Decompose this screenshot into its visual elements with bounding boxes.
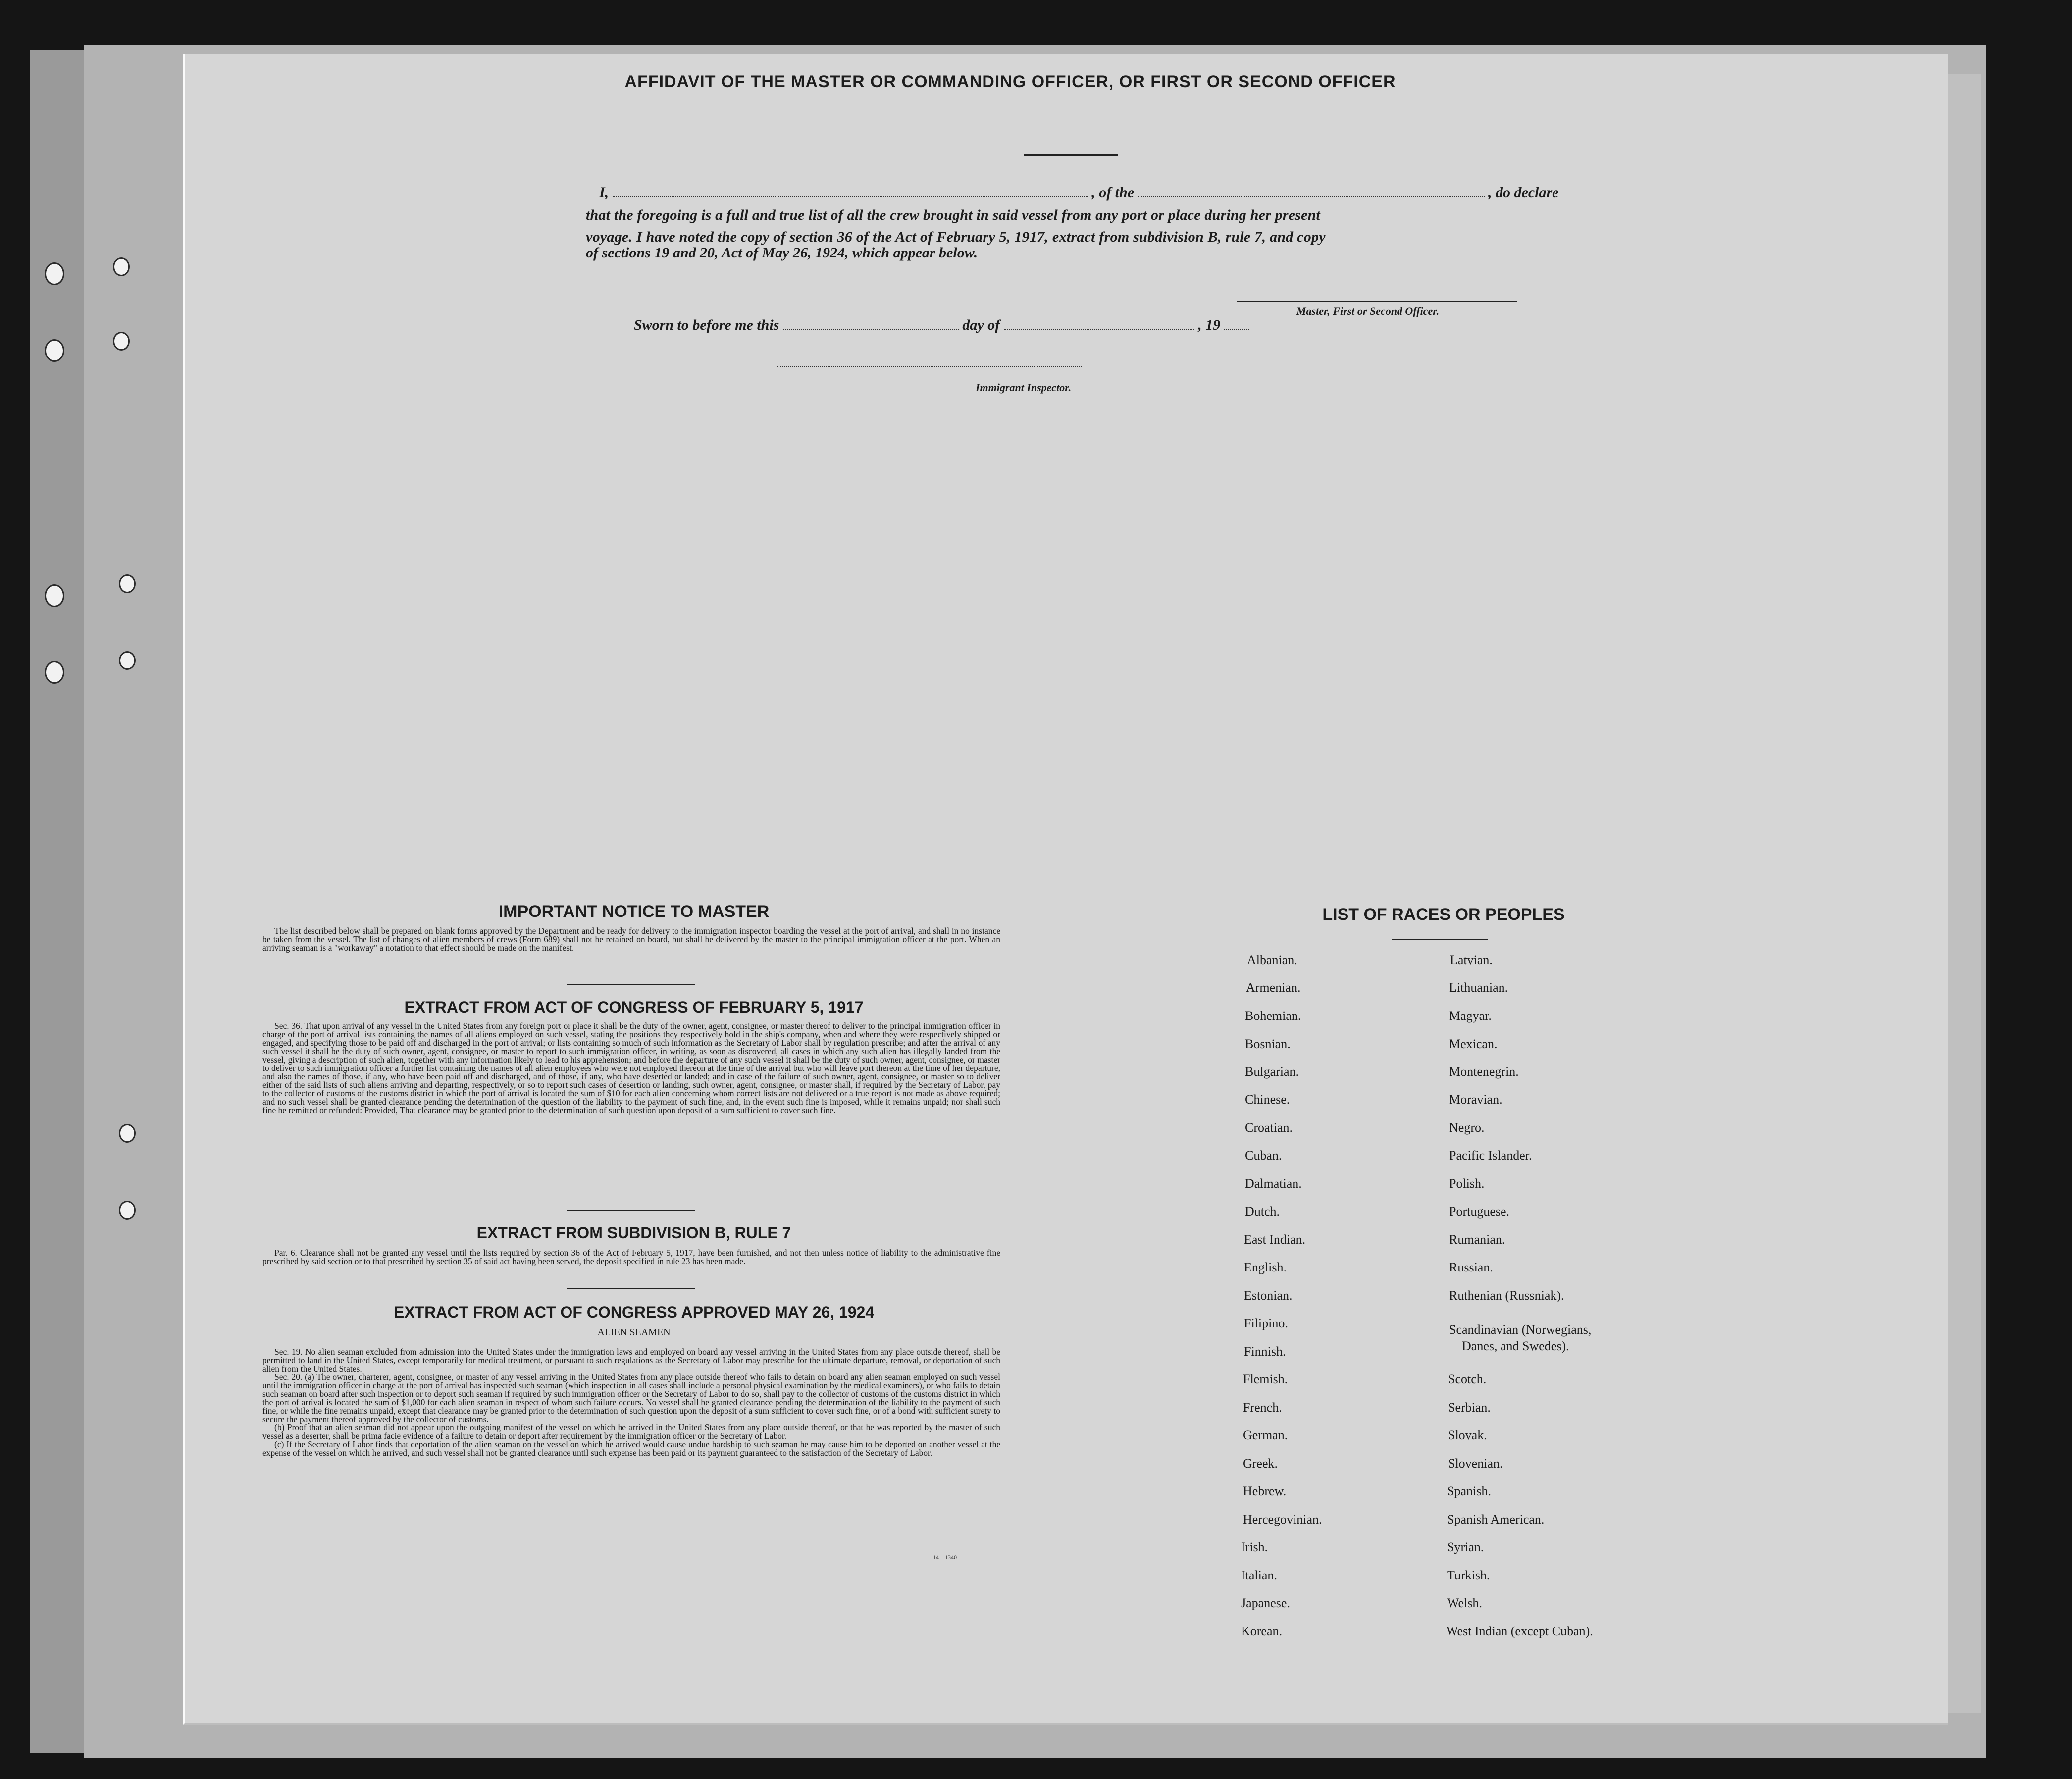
punch-hole <box>45 584 64 607</box>
race-item: Slovenian. <box>1448 1456 1503 1471</box>
race-item: Moravian. <box>1449 1092 1502 1107</box>
race-item: Spanish. <box>1447 1484 1491 1498</box>
section-20a-paragraph: Sec. 20. (a) The owner, charterer, agent, consignee, or master of any vessel arriving in the United States from any place outside thereof who fails to detain on board any alien seaman employed on such vessel until the immigration officer in charge at the port of arrival has inspected such seaman (which inspection in all cases shall include a personal physical examination by the medical examiners), or who fails to detain such seaman on board after such inspection or to deport such seaman if required by such immigration officer or the Secretary of Labor to do so, shall pay to the collector of customs of the customs district in which the port of arrival is located the sum of $1,000 for each alien seaman in respect of whom such failure occurs. No vessel shall be granted clearance pending the determination of the liability to the payment of such fine, or while the fine remains unpaid, except that clearance may be granted prior to the determination of such question upon the deposit of a sum sufficient to cover such fine, or of a bond with sufficient surety to secure the payment thereof approved by the collector of customs. <box>262 1372 1000 1424</box>
race-item: Bohemian. <box>1245 1009 1301 1023</box>
sworn-month-blank[interactable] <box>1004 327 1194 330</box>
section-rule <box>567 1288 695 1289</box>
punch-hole <box>113 332 130 351</box>
race-item: Slovak. <box>1448 1428 1487 1442</box>
race-item: Ruthenian (Russniak). <box>1449 1288 1564 1303</box>
race-item: French. <box>1243 1400 1282 1415</box>
race-item: Magyar. <box>1449 1009 1492 1023</box>
race-item: English. <box>1244 1260 1287 1274</box>
punch-hole <box>45 262 64 285</box>
extract-1924-text <box>262 1348 1000 1457</box>
master-signature-label: Master, First or Second Officer. <box>1296 305 1440 317</box>
race-item: Italian. <box>1241 1568 1277 1582</box>
punch-hole <box>45 661 64 684</box>
race-item: Montenegrin. <box>1449 1065 1519 1079</box>
races-title: LIST OF RACES OR PEOPLES <box>1322 905 1565 924</box>
section-19-paragraph: Sec. 19. No alien seaman excluded from admission into the United States under the immigration laws and employed on board any vessel arriving in the United States from any place outside thereof, shall be permitted to land in the United States, except temporarily for medical treatment, or pursuant to such regulations as the Secretary of Labor may prescribe for the ultimate departure, removal, or deportation of such alien from the United States. <box>262 1347 1000 1373</box>
master-signature-line[interactable] <box>1237 301 1517 302</box>
affidavit-i: I, <box>599 184 609 201</box>
race-item: Lithuanian. <box>1449 980 1508 995</box>
race-item: Armenian. <box>1246 980 1301 995</box>
vessel-blank[interactable] <box>1138 194 1485 197</box>
extract-1924-title: EXTRACT FROM ACT OF CONGRESS APPROVED MAY 26, 1924 <box>393 1303 875 1321</box>
race-item: Portuguese. <box>1449 1204 1510 1219</box>
rule-7-title: EXTRACT FROM SUBDIVISION B, RULE 7 <box>476 1224 791 1242</box>
race-item: Hercegovinian. <box>1243 1512 1322 1526</box>
punch-hole <box>113 257 130 276</box>
race-item: German. <box>1243 1428 1288 1442</box>
affidavit-line-4: of sections 19 and 20, Act of May 26, 1924, which appear below. <box>586 245 978 261</box>
race-item: Scotch. <box>1448 1372 1487 1386</box>
race-item: Dalmatian. <box>1245 1176 1302 1191</box>
race-item: Greek. <box>1243 1456 1278 1471</box>
extract-1917-title: EXTRACT FROM ACT OF CONGRESS OF FEBRUARY 5, 1917 <box>404 998 864 1016</box>
race-item: Bulgarian. <box>1245 1065 1299 1079</box>
punch-hole <box>45 339 64 362</box>
affidavit-line-2: that the foregoing is a full and true list of all the crew brought in said vessel from any port or place during her present <box>586 207 1321 223</box>
race-item: Negro. <box>1449 1120 1485 1135</box>
inspector-label: Immigrant Inspector. <box>976 381 1072 394</box>
sworn-text: Sworn to before me this <box>634 317 779 333</box>
race-item: Finnish. <box>1244 1344 1286 1359</box>
sworn-year-blank[interactable] <box>1224 327 1249 330</box>
title-rule <box>1024 154 1118 156</box>
race-item: Rumanian. <box>1449 1232 1505 1247</box>
form-page <box>183 54 1948 1725</box>
race-item: Hebrew. <box>1243 1484 1287 1498</box>
par-6-paragraph: Par. 6. Clearance shall not be granted any vessel until the lists required by section 36 of the Act of February 5, 1917, have been furnished, and not then unless notice of liability to the administrative fine prescribed by said section or to that prescribed by section 35 of said act having been served, the deposit specified in rule 23 has been made. <box>262 1248 1000 1266</box>
race-item: Russian. <box>1449 1260 1493 1274</box>
sworn-line <box>634 317 1249 334</box>
punch-hole <box>119 651 136 670</box>
race-item: Filipino. <box>1244 1316 1288 1330</box>
race-item: East Indian. <box>1244 1232 1306 1247</box>
alien-seamen-subtitle: ALIEN SEAMEN <box>597 1327 671 1338</box>
sworn-year: , 19 <box>1198 317 1221 333</box>
race-item: Danes, and Swedes). <box>1462 1339 1569 1353</box>
sworn-day-of: day of <box>962 317 1000 333</box>
race-item: West Indian (except Cuban). <box>1446 1624 1593 1638</box>
section-rule <box>567 1210 695 1211</box>
notice-paragraph: The list described below shall be prepared on blank forms approved by the Department and be ready for delivery to the immigration inspector boarding the vessel at the port of arrival, and shall in no instance be taken from the vessel. The list of changes of alien members of crews (Form 689) shall not be retained on board, but shall be delivered by the master to the principal immigration officer at the port. When an arriving seaman is a "workaway" a notation to that effect should be made on the manifest. <box>262 926 1000 953</box>
affidavit-declare: , do declare <box>1488 184 1559 201</box>
race-item: Irish. <box>1241 1540 1268 1554</box>
race-item: Croatian. <box>1245 1120 1293 1135</box>
name-blank[interactable] <box>613 194 1088 197</box>
race-item: Mexican. <box>1449 1037 1498 1051</box>
section-rule <box>567 984 695 985</box>
race-item: Chinese. <box>1245 1092 1290 1107</box>
punch-hole <box>119 574 136 593</box>
race-item: Japanese. <box>1241 1596 1290 1610</box>
race-item: Bosnian. <box>1245 1037 1291 1051</box>
race-item: Polish. <box>1449 1176 1485 1191</box>
section-20b-paragraph: (b) Proof that an alien seaman did not appear upon the outgoing manifest of the vessel on which he arrived in the United States from any place outside thereof, or that he was reported by the master of such vessel as a deserter, shall be prima facie evidence of a failure to detain or deport after requirement by the immigration officer or the Secretary of Labor. <box>262 1423 1000 1441</box>
affidavit-line-1 <box>599 184 1558 201</box>
rule-7-text <box>262 1249 1000 1266</box>
race-item: Pacific Islander. <box>1449 1148 1532 1163</box>
affidavit-line-3: voyage. I have noted the copy of section 36 of the Act of February 5, 1917, extract from subdivision B, rule 7, and copy <box>586 229 1326 245</box>
race-item: Welsh. <box>1447 1596 1482 1610</box>
inspector-signature-line[interactable] <box>777 366 1082 367</box>
notice-title: IMPORTANT NOTICE TO MASTER <box>498 902 770 921</box>
punch-hole <box>119 1201 136 1220</box>
affidavit-of-the: , of the <box>1091 184 1135 201</box>
race-item: Latvian. <box>1450 953 1493 967</box>
extract-1917-text <box>262 1022 1000 1115</box>
race-item: Dutch. <box>1245 1204 1280 1219</box>
race-item: Turkish. <box>1447 1568 1490 1582</box>
section-36-paragraph: Sec. 36. That upon arrival of any vessel in the United States from any foreign port or place it shall be the duty of the owner, agent, consignee, or master thereof to deliver to the principal immigration officer in charge of the port of arrival lists containing the names of all aliens employed on such vessel, stating the positions they respectively hold in the ship's company, when and where they were respectively shipped or engaged, and specifying those to be paid off and discharged in the port of arrival; or lists containing so much of such information as the Secretary of Labor shall by regulation prescribe; and after the arrival of any such vessel it shall be the duty of such owner, agent, consignee, or master to report to such immigration officer, in writing, as soon as discovered, all cases in which any such alien has illegally landed from the vessel, giving a description of such alien, together with any information likely to lead to his apprehension; and before the departure of any such vessel it shall be the duty of such owner, agent, consignee, or master to deliver to such immigration officer a further list containing the names of all alien employees who were not employed thereon at the time of the arrival but who will leave port thereon at the time of her departure, and also the names of those, if any, who have been paid off and discharged, and of those, if any, who have deserted or landed; and in case of the failure of such owner, agent, consignee, or master so to deliver either of the said lists of such aliens arriving and departing, respectively, or so to report such cases of desertion or landing, such owner, agent, consignee, or master shall, if required by the Secretary of Labor, pay to the collector of customs of the customs district in which the port of arrival is located the sum of $10 for each alien concerning whom correct lists are not delivered or a true report is not made as above required; and no such vessel shall be granted clearance pending the determination of the question of the liability to the payment of such fine, and, in the event such fine is imposed, while it remains unpaid; nor shall such fine be remitted or refunded: Provided, That clearance may be granted prior to the determination of such question upon deposit of a sum sufficient to cover such fine. <box>262 1021 1000 1115</box>
race-item: Syrian. <box>1447 1540 1484 1554</box>
race-item: Flemish. <box>1243 1372 1288 1386</box>
race-item: Scandinavian (Norwegians, <box>1449 1322 1592 1337</box>
sworn-day-blank[interactable] <box>783 327 959 330</box>
section-20c-paragraph: (c) If the Secretary of Labor finds that deportation of the alien seaman on the vessel on which he arrived would cause undue hardship to such seaman he may cause him to be deported on another vessel at the expense of the vessel on which he arrived, and such vessel shall not be granted clearance until such expense has been paid or its payment guaranteed to the satisfaction of the Secretary of Labor. <box>262 1439 1000 1458</box>
race-item: Spanish American. <box>1447 1512 1545 1526</box>
race-item: Albanian. <box>1247 953 1297 967</box>
form-number: 14—1340 <box>933 1554 957 1561</box>
affidavit-title: AFFIDAVIT OF THE MASTER OR COMMANDING OFFICER, OR FIRST OR SECOND OFFICER <box>624 72 1396 91</box>
races-title-rule <box>1392 939 1488 940</box>
punch-hole <box>119 1124 136 1143</box>
race-item: Cuban. <box>1245 1148 1282 1163</box>
race-item: Korean. <box>1241 1624 1283 1638</box>
notice-text <box>262 927 1000 952</box>
race-item: Serbian. <box>1448 1400 1491 1415</box>
race-item: Estonian. <box>1244 1288 1293 1303</box>
